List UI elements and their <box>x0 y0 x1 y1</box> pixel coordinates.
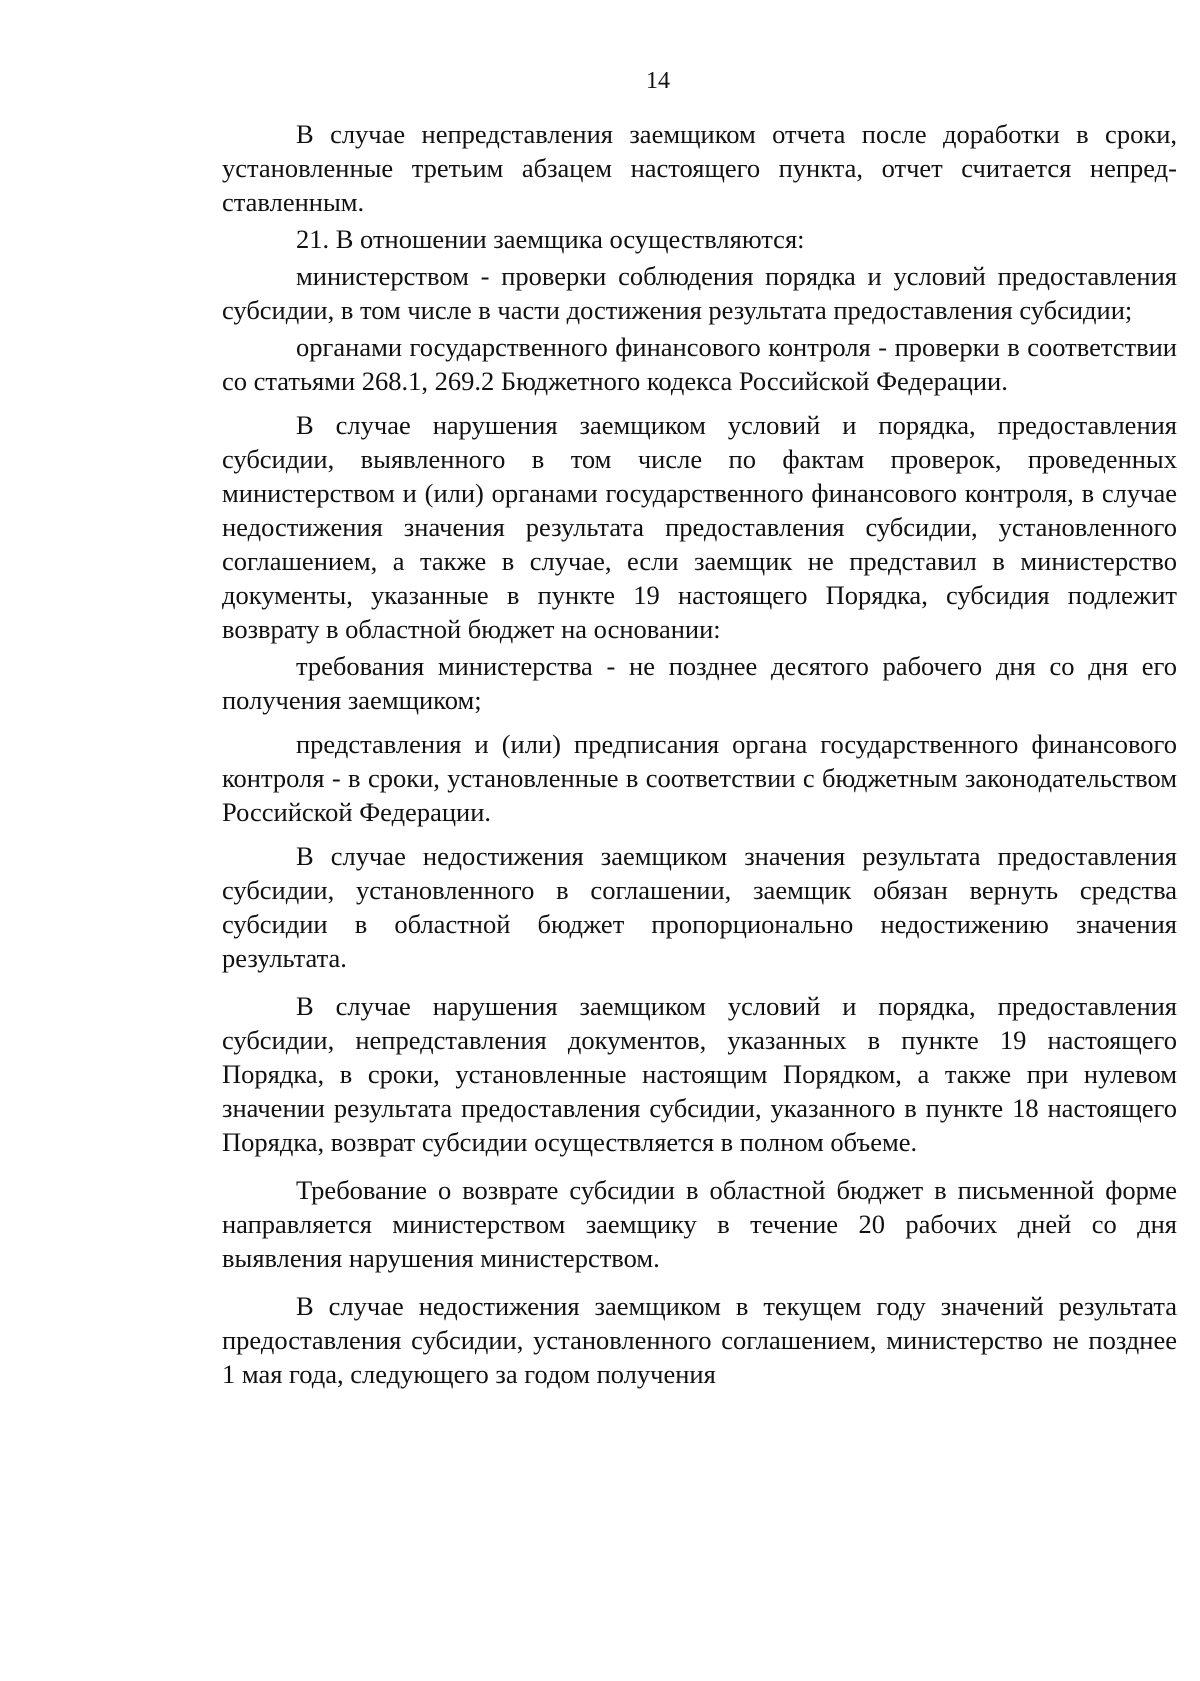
paragraph-financial-control-checks: органами государственного финансового контроля - проверки в соответствии со статьями 268.1, 269.2 Бюджетного кодекса Российской Федерации. <box>222 332 1177 396</box>
paragraph-ministry-requirement: требования министерства - не позднее десятого рабочего дня со дня его получения заемщиком; <box>222 651 1177 715</box>
paragraph-item-21: 21. В отношении заемщика осуществляются: <box>296 224 805 254</box>
paragraph-full-refund: В случае нарушения заемщиком условий и порядка, предоставления субсидии, непредставления документов, указанных в пункте 19 настоящего Порядка, в сроки, установленные настоящим Порядком, а также при нулевом значении результата предоставления субсидии, указанного в пункте 18 настоящего Порядка, возврат субсидии осуществляется в полном объеме. <box>222 991 1177 1157</box>
paragraph-violation-refund: В случае нарушения заемщиком условий и порядка, предоставления субсидии, выявленного в том числе по фактам проверок, проведенных министерством и (или) органами государственного финансового контроля, в случае недостижения значения результата предоставления субсидии, установленного соглашением, а также в случае, если заемщик не представил в министерство документы, указанные в пункте 19 настоящего Порядка, субсидия подлежит возврату в областной бюджет на основании: <box>222 410 1177 644</box>
paragraph-ministry-checks: министерством - проверки соблюдения порядка и условий предоставления субсидии, в том числе в части достижения результата предоставления субсидии; <box>222 261 1177 325</box>
paragraph-control-body-order: представления и (или) предписания органа государственного финансового контроля - в сроки, установленные в соответствии с бюджетным законодательством Российской Федерации. <box>222 729 1177 827</box>
paragraph-report-not-submitted: В случае непредставления заемщиком отчета после доработки в сроки, установленные третьим абзацем настоящего пункта, отчет считается непредставленным. <box>222 119 1177 217</box>
document-body <box>222 117 1177 1391</box>
page-number: 14 <box>646 68 670 94</box>
paragraph-current-year-shortfall: В случае недостижения заемщиком в текущем году значений результата предоставления субсидии, установленного соглашением, министерство не позднее 1 мая года, следующего за годом получения <box>222 1291 1177 1389</box>
paragraph-proportional-refund: В случае недостижения заемщиком значения результата предоставления субсидии, установленного в соглашении, заемщик обязан вернуть средства субсидии в областной бюджет пропорционально недостижению значения результата. <box>222 841 1177 973</box>
paragraph-refund-demand: Требование о возврате субсидии в областной бюджет в письменной форме направляется министерством заемщику в течение 20 рабочих дней со дня выявления нарушения министерством. <box>222 1175 1177 1273</box>
